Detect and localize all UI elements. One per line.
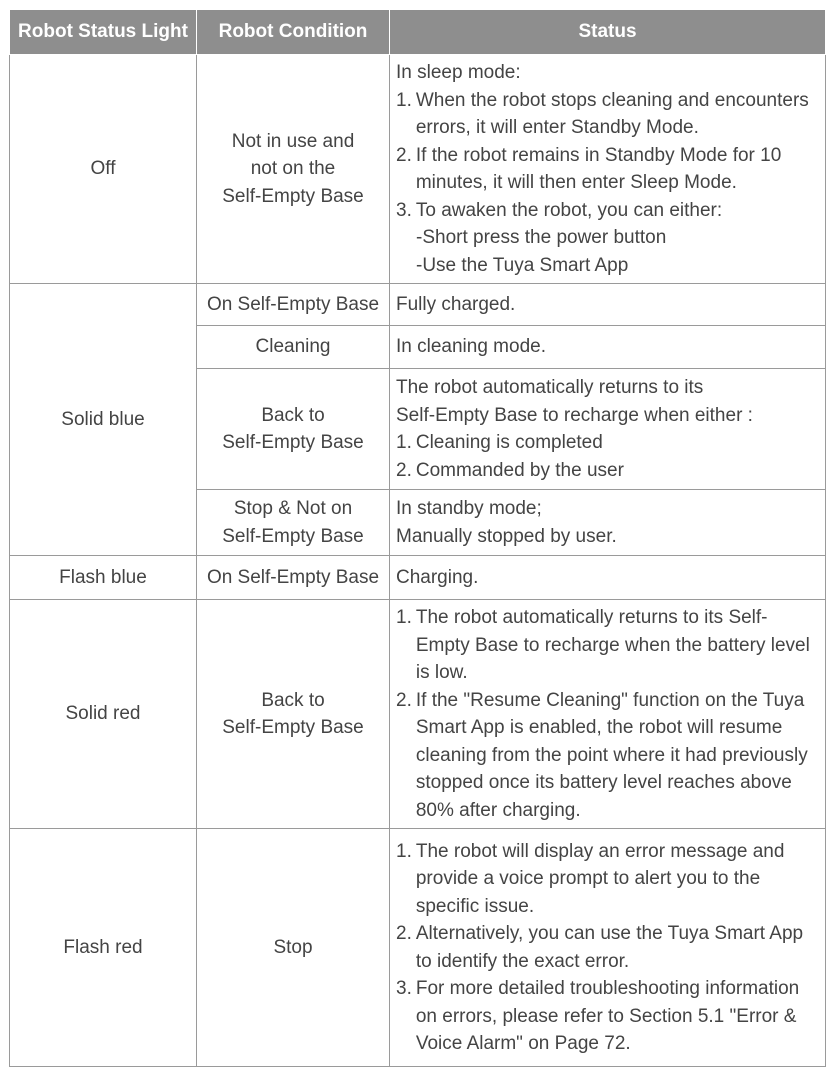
condition-stop: Stop (197, 829, 390, 1067)
header-robot-condition: Robot Condition (197, 10, 390, 55)
list-item (396, 87, 819, 142)
list-text: Alternatively, you can use the Tuya Smart App to identify the exact error. (415, 923, 804, 972)
condition-not-in-use (197, 55, 390, 284)
status-charging: Charging. (390, 556, 826, 600)
status-error (390, 829, 826, 1067)
condition-line: Self-Empty Base (222, 185, 364, 207)
status-low-battery (390, 600, 826, 829)
status-cleaning-mode: In cleaning mode. (390, 326, 826, 369)
table-row-off (10, 55, 826, 284)
list-number: 2. (396, 689, 412, 711)
list-text: For more detailed troubleshooting information on errors, please refer to Section 5.1 "Error & Voice Alarm" on Page 72. (415, 978, 800, 1054)
status-fully-charged: Fully charged. (390, 284, 826, 326)
list-number: 3. (396, 199, 412, 221)
condition-line: Back to (261, 689, 325, 711)
condition-stop-not-on-base (197, 490, 390, 556)
list-text: If the "Resume Cleaning" function on the Tuya Smart App is enabled, the robot will resume cleaning from the point where it had previously stopped once its battery level reaches above 80% after charging. (415, 689, 808, 821)
list-number: 3. (396, 978, 412, 999)
list-number: 1. (396, 432, 412, 453)
list-item (396, 604, 819, 687)
list-number: 2. (396, 144, 412, 166)
list-text: The robot automatically returns to its Self-Empty Base to recharge when the battery level is low. (415, 607, 810, 683)
status-line: The robot automatically returns to its (396, 377, 704, 398)
condition-line: not on the (250, 158, 336, 180)
list-item (396, 197, 819, 225)
light-flash-red: Flash red (10, 829, 197, 1067)
table-row-flash-red (10, 829, 826, 1067)
list-item (396, 975, 819, 1058)
list-number: 1. (396, 607, 412, 628)
list-text: Cleaning is completed (415, 432, 603, 453)
condition-line: Stop & Not on (233, 498, 353, 519)
condition-cleaning: Cleaning (197, 326, 390, 369)
table-header-row (10, 10, 826, 55)
list-item (396, 920, 819, 975)
light-off: Off (10, 55, 197, 284)
table-row-flash-blue (10, 556, 826, 600)
list-number: 2. (396, 459, 412, 481)
status-off (390, 55, 826, 284)
condition-line: Self-Empty Base (222, 717, 364, 738)
light-flash-blue: Flash blue (10, 556, 197, 600)
status-line: In standby mode; (396, 498, 542, 519)
condition-on-base: On Self-Empty Base (197, 284, 390, 326)
sub-item: -Short press the power button (416, 227, 667, 248)
list-text: When the robot stops cleaning and encounters errors, it will enter Standby Mode. (415, 89, 809, 138)
light-solid-red: Solid red (10, 600, 197, 829)
status-standby (390, 490, 826, 556)
status-line: Self-Empty Base to recharge when either : (396, 404, 753, 426)
condition-line: Self-Empty Base (222, 525, 364, 547)
list-text: The robot will display an error message and provide a voice prompt to alert you to the specific issue. (415, 840, 785, 917)
status-light-table (9, 9, 826, 1067)
list-item (396, 687, 819, 825)
condition-line: Not in use and (231, 130, 355, 152)
list-number: 1. (396, 89, 412, 111)
table-row-solid-red (10, 600, 826, 829)
status-intro: In sleep mode: (396, 62, 521, 83)
list-item (396, 142, 819, 197)
condition-line: Self-Empty Base (222, 432, 364, 453)
condition-back-to-base (197, 369, 390, 490)
list-text: To awaken the robot, you can either: (415, 199, 723, 221)
list-item (396, 429, 819, 457)
status-returns-to-base (390, 369, 826, 490)
list-item (396, 838, 819, 921)
list-item (396, 457, 819, 485)
status-line: Manually stopped by user. (396, 525, 617, 547)
condition-back-to-base (197, 600, 390, 829)
sub-item: -Use the Tuya Smart App (416, 254, 629, 276)
header-status-light: Robot Status Light (10, 10, 197, 55)
header-status: Status (390, 10, 826, 55)
list-number: 2. (396, 923, 412, 944)
light-solid-blue: Solid blue (10, 284, 197, 556)
list-number: 1. (396, 840, 412, 862)
condition-line: Back to (261, 404, 325, 426)
list-text: Commanded by the user (415, 459, 624, 481)
list-text: If the robot remains in Standby Mode for 10 minutes, it will then enter Sleep Mode. (415, 144, 782, 193)
table-row-solid-blue-1 (10, 284, 826, 326)
condition-on-base: On Self-Empty Base (197, 556, 390, 600)
